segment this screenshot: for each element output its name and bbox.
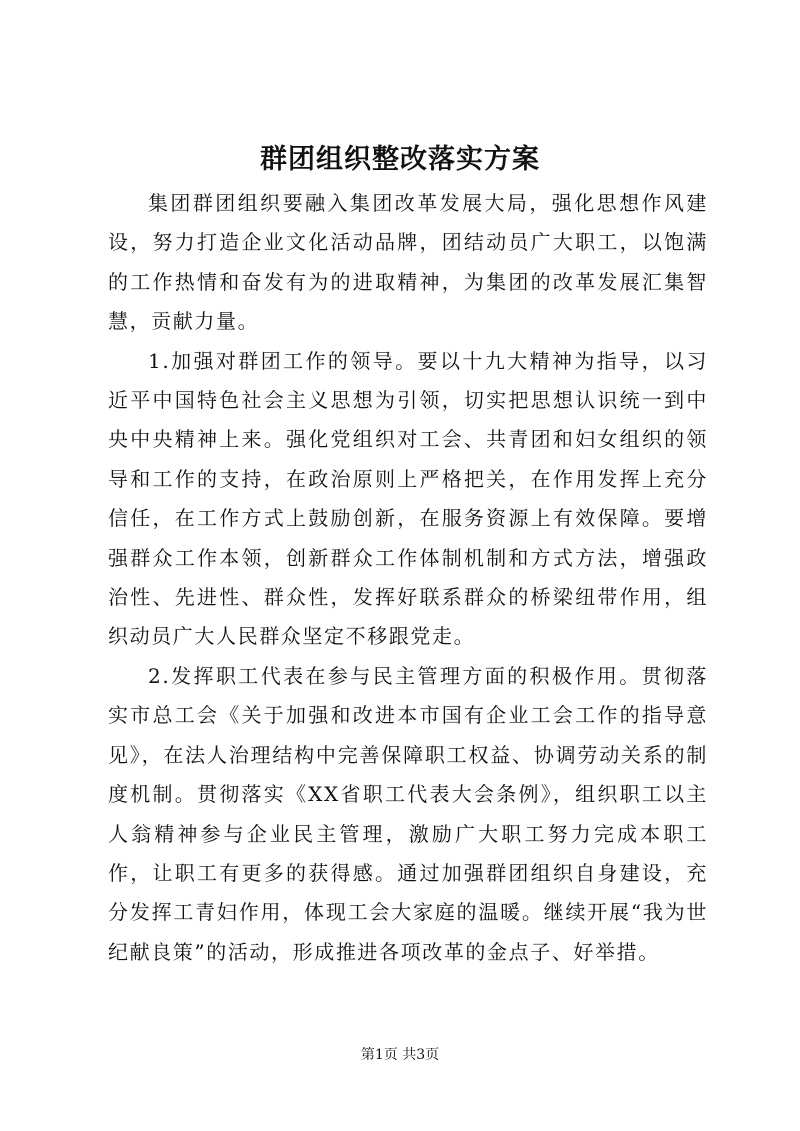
document-title: 群团组织整改落实方案 — [260, 144, 540, 175]
document-body — [108, 184, 708, 972]
page-number-footer: 第1页 共3页 — [360, 1047, 440, 1063]
section-2-paragraph: 2.发挥职工代表在参与民主管理方面的积极作用。贯彻落实市总工会《关于加强和改进本市国有企业工会工作的指导意见》，在法人治理结构中完善保障职工权益、协调劳动关系的制度机制。贯彻落实《XX省职工代表大会条例》，组织职工以主人翁精神参与企业民主管理，激励广大职工努力完成本职工作，让职工有更多的获得感。通过加强群团组织自身建设，充分发挥工青妇作用，体现工会大家庭的温暖。继续开展“我为世纪献良策”的活动，形成推进各项改革的金点子、好举措。 — [108, 663, 708, 964]
intro-paragraph: 集团群团组织要融入集团改革发展大局，强化思想作风建设，努力打造企业文化活动品牌，团结动员广大职工，以饱满的工作热情和奋发有为的进取精神，为集团的改革发展汇集智慧，贡献力量。 — [108, 191, 708, 334]
section-1-paragraph: 1.加强对群团工作的领导。要以十九大精神为指导，以习近平中国特色社会主义思想为引领，切实把思想认识统一到中央中央精神上来。强化党组织对工会、共青团和妇女组织的领导和工作的支持，在政治原则上严格把关，在作用发挥上充分信任，在工作方式上鼓励创新，在服务资源上有效保障。要增强群众工作本领，创新群众工作体制机制和方式方法，增强政治性、先进性、群众性，发挥好联系群众的桥梁纽带作用，组织动员广大人民群众坚定不移跟党走。 — [108, 348, 708, 649]
